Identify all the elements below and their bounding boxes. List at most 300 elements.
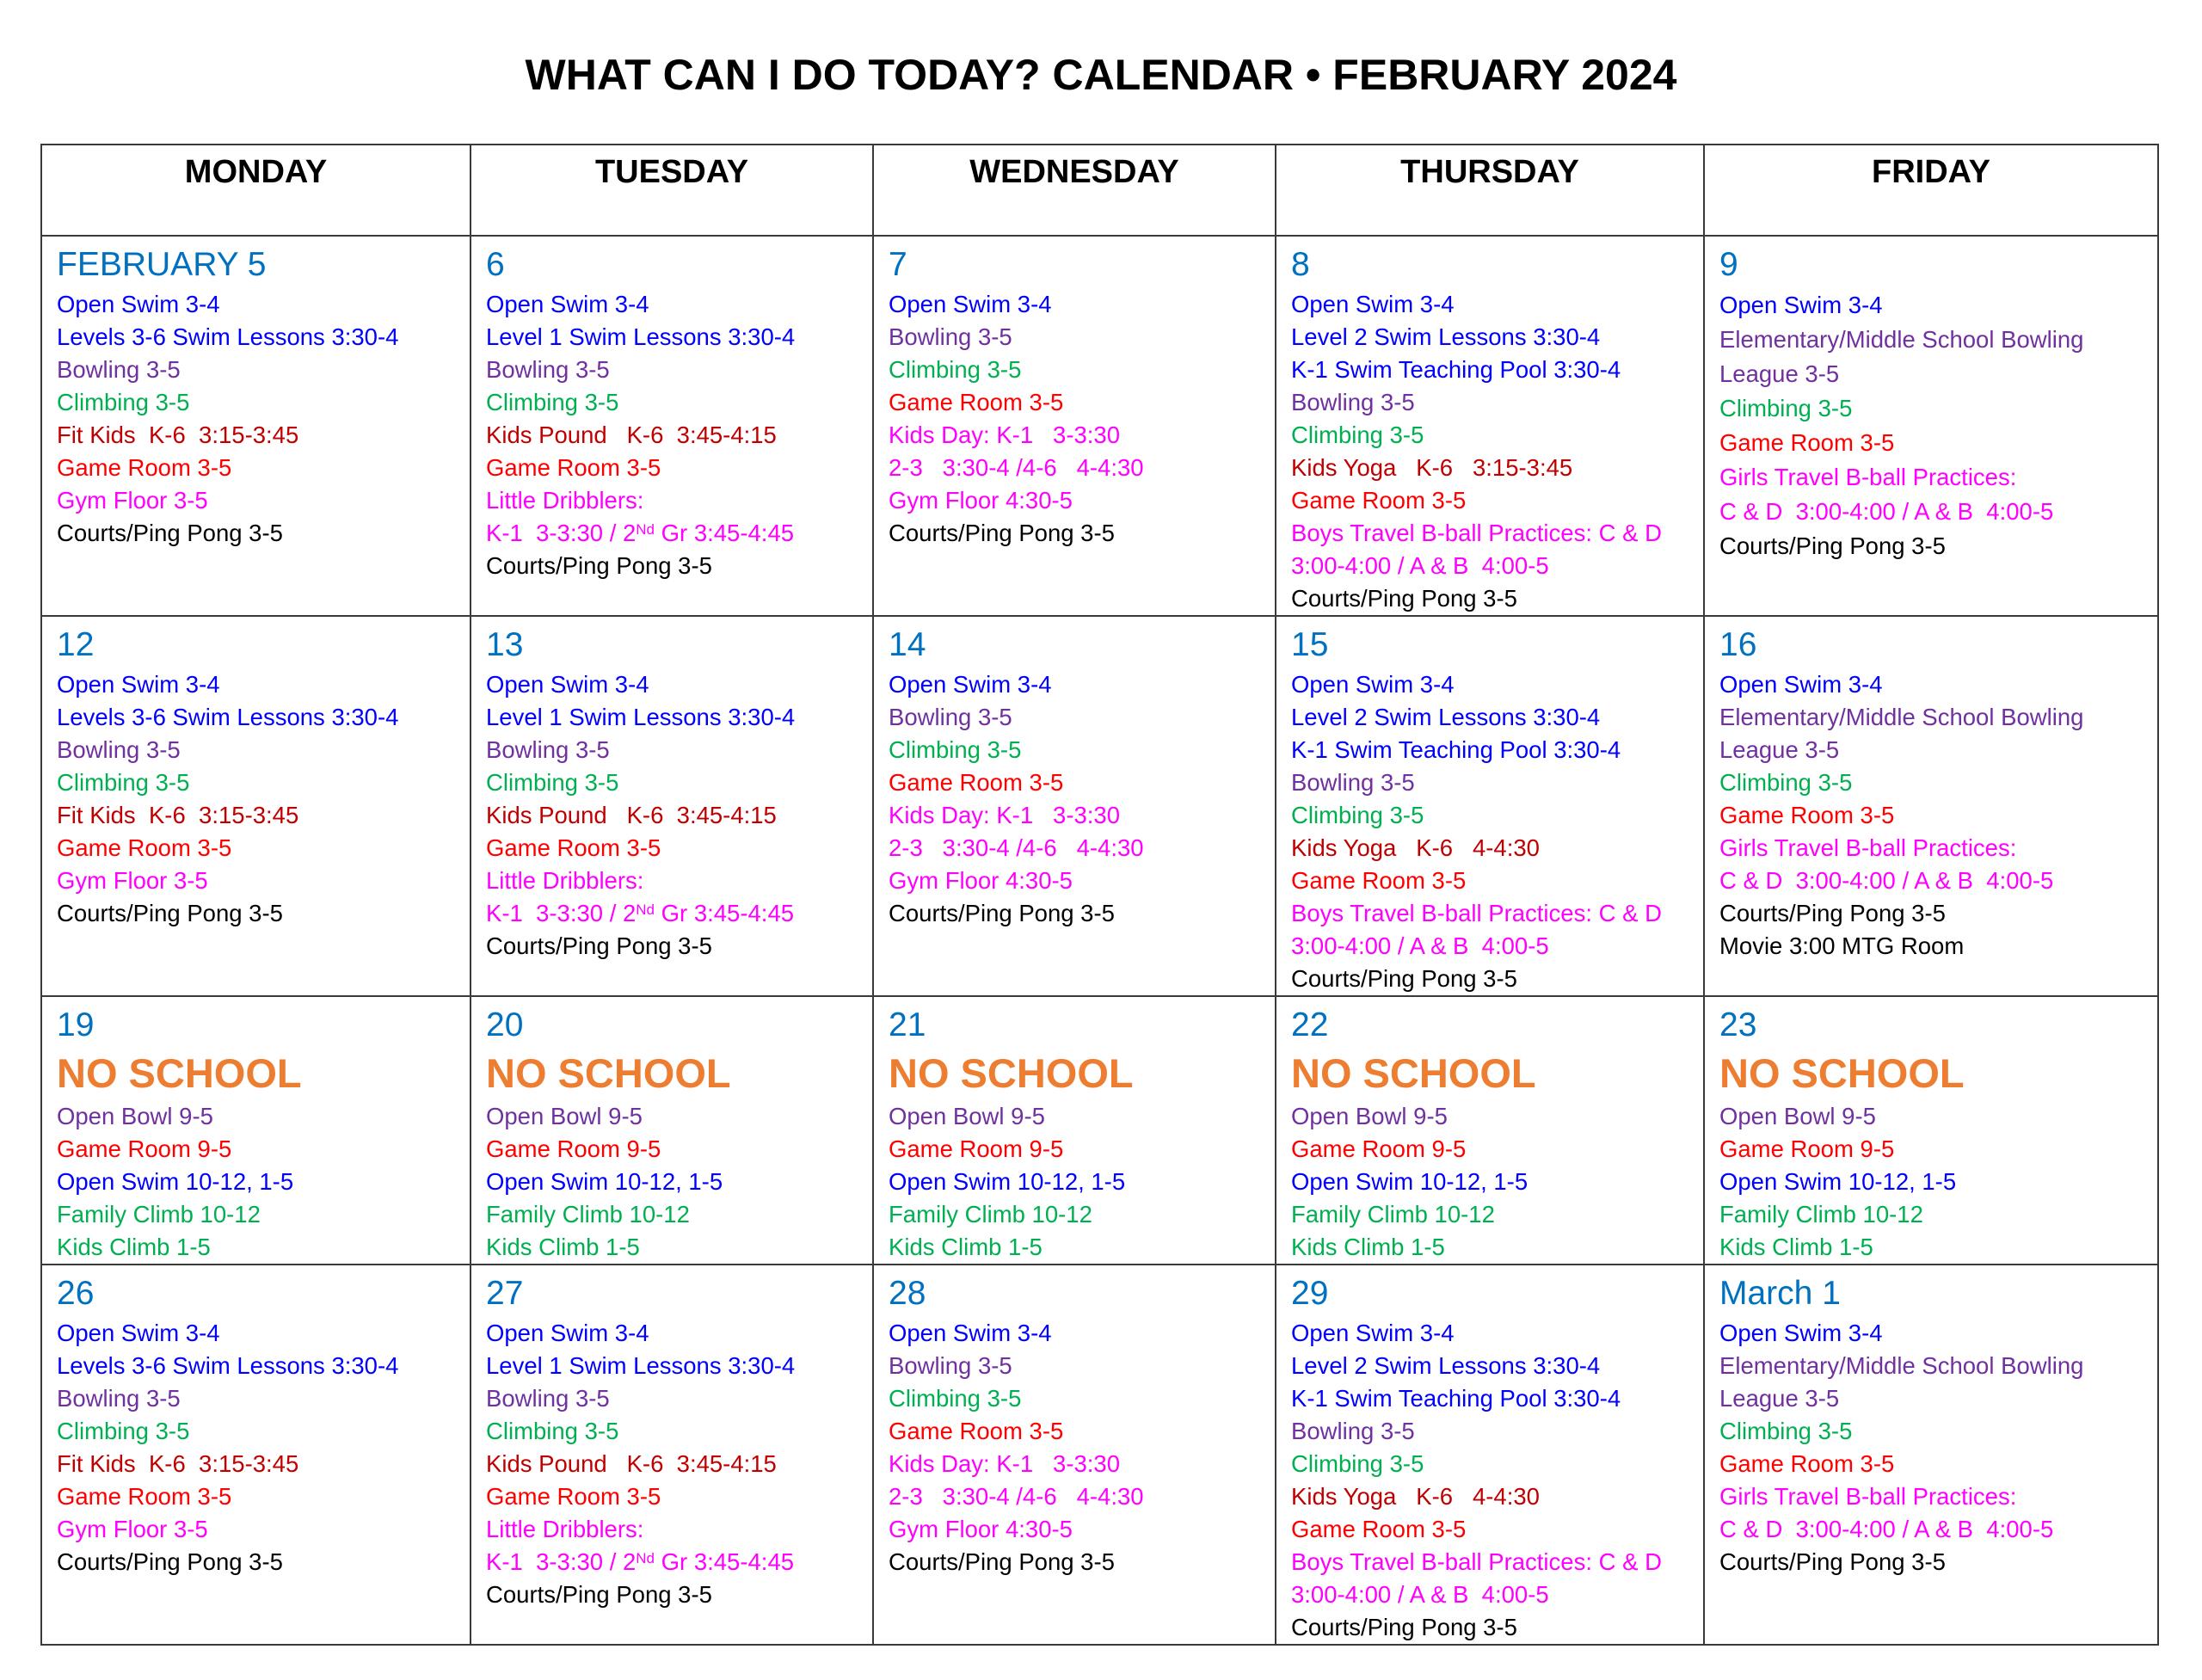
event-line	[1291, 1198, 1703, 1231]
event-text: Girls Travel B-ball Practices:	[1719, 464, 2017, 490]
event-line	[1291, 668, 1703, 701]
event-line	[486, 1480, 872, 1513]
event-text: Family Climb 10-12	[889, 1201, 1092, 1228]
event-line	[1719, 668, 2157, 701]
event-line	[1719, 426, 2157, 460]
event-text: League 3-5	[1719, 1385, 1840, 1412]
day-date: 8	[1291, 246, 1310, 283]
event-text: Game Room 3-5	[1291, 1516, 1467, 1542]
event-line	[1291, 734, 1703, 766]
event-text: Open Swim 10-12, 1-5	[486, 1168, 723, 1195]
event-line	[1291, 930, 1703, 963]
event-text: Bowling 3-5	[57, 356, 181, 383]
event-text: Open Swim 10-12, 1-5	[57, 1168, 294, 1195]
event-line	[57, 1480, 470, 1513]
event-line	[1291, 1100, 1703, 1133]
day-date: 20	[486, 1006, 524, 1043]
event-line	[1719, 1133, 2157, 1166]
event-text: K-1 3-3:30 / 2	[486, 900, 637, 926]
event-line	[889, 1513, 1275, 1546]
event-line	[486, 1350, 872, 1382]
event-text: Game Room 3-5	[57, 1483, 232, 1510]
event-text: 3:00-4:00 / A & B 4:00-5	[1291, 552, 1549, 579]
event-line	[1719, 1448, 2157, 1480]
day-date: March 1	[1719, 1275, 1841, 1312]
event-line	[57, 1166, 470, 1198]
event-line	[1291, 1448, 1703, 1480]
event-line	[1719, 391, 2157, 426]
event-line	[486, 1317, 872, 1350]
event-line	[1719, 1317, 2157, 1350]
event-line	[889, 1231, 1275, 1264]
event-text: Courts/Ping Pong 3-5	[486, 1581, 712, 1608]
event-line	[1291, 484, 1703, 517]
event-text: 3:00-4:00 / A & B 4:00-5	[1291, 932, 1549, 959]
event-text: Open Swim 3-4	[1291, 1320, 1455, 1346]
event-text: Open Swim 3-4	[889, 1320, 1052, 1346]
day-cell-thursday	[1276, 1265, 1704, 1645]
day-date: 16	[1719, 626, 1757, 663]
event-line	[1291, 1546, 1703, 1578]
event-line	[486, 321, 872, 354]
event-line	[1719, 460, 2157, 495]
day-cell-tuesday	[471, 996, 873, 1265]
event-line	[486, 832, 872, 865]
event-line	[1291, 1513, 1703, 1546]
day-date: FEBRUARY 5	[57, 246, 267, 283]
event-line	[889, 1480, 1275, 1513]
weekday-header-monday: MONDAY	[41, 145, 471, 236]
event-text: Open Swim 3-4	[486, 1320, 649, 1346]
event-text: Open Swim 10-12, 1-5	[889, 1168, 1126, 1195]
event-text: Kids Climb 1-5	[1291, 1234, 1445, 1260]
event-text: Game Room 3-5	[1291, 867, 1467, 894]
event-text: Game Room 3-5	[486, 1483, 661, 1510]
no-school-banner: NO SCHOOL	[57, 1050, 302, 1096]
event-line	[57, 1231, 470, 1264]
event-text: Kids Day: K-1 3-3:30	[889, 802, 1121, 828]
event-text: Open Bowl 9-5	[1719, 1103, 1876, 1129]
event-line	[486, 766, 872, 799]
day-cell-tuesday	[471, 1265, 873, 1645]
event-text: Levels 3-6 Swim Lessons 3:30-4	[57, 323, 399, 350]
day-cell-monday	[41, 996, 471, 1265]
event-text: Open Swim 10-12, 1-5	[1291, 1168, 1528, 1195]
weekday-header-tuesday: TUESDAY	[471, 145, 873, 236]
event-line	[57, 1382, 470, 1415]
event-line	[1291, 419, 1703, 452]
event-text: Game Room 3-5	[1719, 1450, 1895, 1477]
day-date: 15	[1291, 626, 1329, 663]
event-text: Open Swim 3-4	[1291, 671, 1455, 698]
event-text: Climbing 3-5	[1719, 1418, 1853, 1444]
event-line	[889, 1448, 1275, 1480]
event-text: Open Bowl 9-5	[486, 1103, 643, 1129]
event-line	[486, 734, 872, 766]
event-text: League 3-5	[1719, 736, 1840, 763]
event-line	[486, 865, 872, 897]
event-text: K-1 Swim Teaching Pool 3:30-4	[1291, 356, 1621, 383]
event-line	[889, 517, 1275, 550]
event-line	[57, 1198, 470, 1231]
event-text: Game Room 9-5	[1291, 1135, 1467, 1162]
event-text: Open Swim 3-4	[57, 1320, 220, 1346]
event-line	[1719, 1546, 2157, 1578]
no-school-banner: NO SCHOOL	[486, 1050, 731, 1096]
event-text: Gym Floor 4:30-5	[889, 867, 1073, 894]
event-text: Courts/Ping Pong 3-5	[889, 1548, 1115, 1575]
event-text: Kids Day: K-1 3-3:30	[889, 422, 1121, 448]
day-cell-monday	[41, 1265, 471, 1645]
event-line	[57, 832, 470, 865]
event-line	[57, 452, 470, 484]
event-line	[1291, 963, 1703, 995]
event-text: Gym Floor 3-5	[57, 487, 208, 514]
event-text: Courts/Ping Pong 3-5	[1719, 900, 1946, 926]
event-text: K-1 Swim Teaching Pool 3:30-4	[1291, 736, 1621, 763]
event-text: Open Swim 3-4	[889, 291, 1052, 317]
event-line	[889, 354, 1275, 386]
week-row	[41, 236, 2158, 616]
event-line	[1719, 832, 2157, 865]
event-line	[889, 1382, 1275, 1415]
week-row	[41, 996, 2158, 1265]
event-line	[1291, 701, 1703, 734]
week-row	[41, 1265, 2158, 1645]
day-date: 28	[889, 1275, 926, 1312]
event-text: Game Room 9-5	[889, 1135, 1064, 1162]
event-line	[889, 701, 1275, 734]
event-text: Level 1 Swim Lessons 3:30-4	[486, 704, 796, 730]
event-line	[57, 321, 470, 354]
event-text: Kids Climb 1-5	[486, 1234, 640, 1260]
event-line	[1719, 1480, 2157, 1513]
event-line	[1719, 897, 2157, 930]
event-text: Climbing 3-5	[1719, 395, 1853, 422]
event-line	[1291, 452, 1703, 484]
event-line	[486, 1546, 872, 1578]
event-line	[1291, 1480, 1703, 1513]
event-line	[1291, 799, 1703, 832]
event-text: Little Dribblers:	[486, 487, 644, 514]
event-line	[1291, 1350, 1703, 1382]
event-line	[1719, 529, 2157, 563]
event-line	[1719, 1350, 2157, 1382]
event-text: Open Swim 3-4	[57, 671, 220, 698]
event-text: Level 2 Swim Lessons 3:30-4	[1291, 323, 1601, 350]
event-line	[889, 734, 1275, 766]
event-line	[1719, 865, 2157, 897]
event-line	[57, 354, 470, 386]
day-cell-wednesday	[873, 996, 1276, 1265]
event-text: Bowling 3-5	[57, 736, 181, 763]
event-text: Bowling 3-5	[889, 704, 1012, 730]
event-line	[889, 1133, 1275, 1166]
event-text: Open Swim 3-4	[1291, 291, 1455, 317]
event-text: Level 1 Swim Lessons 3:30-4	[486, 323, 796, 350]
event-line	[889, 321, 1275, 354]
event-text: Family Climb 10-12	[486, 1201, 690, 1228]
event-text: Bowling 3-5	[1291, 389, 1415, 415]
day-cell-wednesday	[873, 616, 1276, 996]
event-text: Courts/Ping Pong 3-5	[1291, 585, 1517, 612]
event-line	[1719, 357, 2157, 391]
event-text: 2-3 3:30-4 /4-6 4-4:30	[889, 454, 1144, 481]
event-text: Bowling 3-5	[486, 356, 610, 383]
event-text: Climbing 3-5	[1719, 769, 1853, 796]
event-text: Kids Pound K-6 3:45-4:15	[486, 1450, 777, 1477]
event-line	[889, 288, 1275, 321]
day-date: 6	[486, 246, 505, 283]
event-line	[57, 484, 470, 517]
event-text: Movie 3:00 MTG Room	[1719, 932, 1965, 959]
day-cell-tuesday	[471, 616, 873, 996]
event-text: Courts/Ping Pong 3-5	[889, 520, 1115, 546]
event-text: Gym Floor 4:30-5	[889, 1516, 1073, 1542]
event-line	[1291, 1166, 1703, 1198]
event-line	[57, 1415, 470, 1448]
event-line	[57, 668, 470, 701]
event-line	[1719, 930, 2157, 963]
event-text: K-1 3-3:30 / 2	[486, 520, 637, 546]
event-text: Bowling 3-5	[57, 1385, 181, 1412]
event-line	[889, 386, 1275, 419]
event-line	[889, 1546, 1275, 1578]
event-text: 2-3 3:30-4 /4-6 4-4:30	[889, 1483, 1144, 1510]
event-line	[486, 1578, 872, 1611]
event-line	[889, 1317, 1275, 1350]
event-text: 3:00-4:00 / A & B 4:00-5	[1291, 1581, 1549, 1608]
event-text: Courts/Ping Pong 3-5	[57, 520, 283, 546]
event-line	[1291, 1611, 1703, 1644]
event-line	[1719, 1198, 2157, 1231]
event-line	[57, 701, 470, 734]
event-line	[1291, 865, 1703, 897]
event-text: Game Room 3-5	[486, 834, 661, 861]
event-text: Game Room 3-5	[57, 834, 232, 861]
day-cell-monday	[41, 236, 471, 616]
event-text: Climbing 3-5	[889, 356, 1022, 383]
event-line	[486, 1513, 872, 1546]
event-text: Climbing 3-5	[486, 769, 619, 796]
event-text: Fit Kids K-6 3:15-3:45	[57, 422, 299, 448]
event-line	[486, 668, 872, 701]
event-text: Open Bowl 9-5	[1291, 1103, 1448, 1129]
event-line	[1291, 1578, 1703, 1611]
event-line	[1719, 1382, 2157, 1415]
event-text: Courts/Ping Pong 3-5	[889, 900, 1115, 926]
event-text: Open Swim 10-12, 1-5	[1719, 1168, 1957, 1195]
event-line	[486, 897, 872, 930]
day-date: 26	[57, 1275, 95, 1312]
day-date: 27	[486, 1275, 524, 1312]
event-text: Kids Yoga K-6 4-4:30	[1291, 1483, 1540, 1510]
day-cell-tuesday	[471, 236, 873, 616]
event-line	[57, 1317, 470, 1350]
event-text: Open Swim 3-4	[486, 671, 649, 698]
event-line	[486, 1448, 872, 1480]
event-text: Climbing 3-5	[889, 736, 1022, 763]
event-text: Courts/Ping Pong 3-5	[1291, 1614, 1517, 1640]
event-line	[486, 386, 872, 419]
day-date: 22	[1291, 1006, 1329, 1043]
event-line	[57, 766, 470, 799]
event-line	[1719, 1415, 2157, 1448]
day-date: 21	[889, 1006, 926, 1043]
week-row	[41, 616, 2158, 996]
day-cell-wednesday	[873, 1265, 1276, 1645]
event-text: K-1 3-3:30 / 2	[486, 1548, 637, 1575]
event-text: Game Room 3-5	[1719, 802, 1895, 828]
event-line	[57, 386, 470, 419]
event-line	[1291, 1317, 1703, 1350]
event-text: Courts/Ping Pong 3-5	[57, 900, 283, 926]
event-text: Little Dribblers:	[486, 867, 644, 894]
page-title: WHAT CAN I DO TODAY? CALENDAR • FEBRUARY 2024	[525, 51, 1677, 99]
event-text: Kids Climb 1-5	[889, 1234, 1043, 1260]
day-cell-thursday	[1276, 236, 1704, 616]
event-text: Boys Travel B-ball Practices: C & D	[1291, 520, 1662, 546]
event-text: Courts/Ping Pong 3-5	[57, 1548, 283, 1575]
event-line	[889, 419, 1275, 452]
event-line	[1719, 288, 2157, 323]
day-date: 13	[486, 626, 524, 663]
event-text: Open Swim 3-4	[57, 291, 220, 317]
event-line	[1719, 1231, 2157, 1264]
event-text: Elementary/Middle School Bowling	[1719, 326, 2084, 353]
event-line	[486, 1382, 872, 1415]
event-text: Climbing 3-5	[1291, 422, 1424, 448]
day-date: 14	[889, 626, 926, 663]
event-text: Girls Travel B-ball Practices:	[1719, 834, 2017, 861]
event-text: Levels 3-6 Swim Lessons 3:30-4	[57, 704, 399, 730]
event-line	[1291, 766, 1703, 799]
event-text: Game Room 9-5	[486, 1135, 661, 1162]
event-text: Courts/Ping Pong 3-5	[1719, 1548, 1946, 1575]
event-text: Gym Floor 4:30-5	[889, 487, 1073, 514]
day-cell-wednesday	[873, 236, 1276, 616]
event-text: Courts/Ping Pong 3-5	[486, 932, 712, 959]
event-text: Courts/Ping Pong 3-5	[1719, 532, 1946, 559]
event-text: Game Room 9-5	[57, 1135, 232, 1162]
day-date: 12	[57, 626, 95, 663]
weekday-header-friday: FRIDAY	[1704, 145, 2158, 236]
event-text: Family Climb 10-12	[1719, 1201, 1923, 1228]
event-text: Family Climb 10-12	[1291, 1201, 1495, 1228]
event-text: Kids Pound K-6 3:45-4:15	[486, 802, 777, 828]
day-date: 23	[1719, 1006, 1757, 1043]
event-line	[1291, 832, 1703, 865]
event-line	[486, 452, 872, 484]
event-text: Game Room 3-5	[57, 454, 232, 481]
event-text: Bowling 3-5	[486, 736, 610, 763]
event-text: Climbing 3-5	[889, 1385, 1022, 1412]
event-line	[486, 354, 872, 386]
day-date: 9	[1719, 246, 1738, 283]
event-text: Game Room 3-5	[889, 769, 1064, 796]
event-line	[889, 1100, 1275, 1133]
event-line	[486, 419, 872, 452]
weekday-header-thursday: THURSDAY	[1276, 145, 1704, 236]
no-school-banner: NO SCHOOL	[889, 1050, 1134, 1096]
event-text: Courts/Ping Pong 3-5	[1291, 965, 1517, 992]
event-line	[889, 484, 1275, 517]
event-text: Game Room 3-5	[889, 389, 1064, 415]
event-line	[1291, 1133, 1703, 1166]
event-line	[486, 1100, 872, 1133]
event-line	[1291, 517, 1703, 550]
event-text: Courts/Ping Pong 3-5	[486, 552, 712, 579]
event-line	[1719, 1100, 2157, 1133]
event-text: Climbing 3-5	[57, 769, 190, 796]
event-line	[57, 1546, 470, 1578]
event-text-continued: Gr 3:45-4:45	[655, 520, 795, 546]
event-line	[57, 1513, 470, 1546]
event-line	[889, 865, 1275, 897]
event-text: League 3-5	[1719, 360, 1840, 387]
event-text: 2-3 3:30-4 /4-6 4-4:30	[889, 834, 1144, 861]
event-text: Kids Pound K-6 3:45-4:15	[486, 422, 777, 448]
event-line	[1291, 550, 1703, 582]
event-text: Game Room 3-5	[1719, 429, 1895, 456]
event-line	[1719, 701, 2157, 734]
no-school-banner: NO SCHOOL	[1719, 1050, 1965, 1096]
event-line	[486, 1166, 872, 1198]
event-text: Boys Travel B-ball Practices: C & D	[1291, 1548, 1662, 1575]
event-text: Climbing 3-5	[486, 1418, 619, 1444]
event-text: Open Swim 3-4	[1719, 671, 1883, 698]
event-line	[1291, 1231, 1703, 1264]
event-line	[486, 1133, 872, 1166]
event-text: Kids Climb 1-5	[57, 1234, 211, 1260]
event-line	[889, 766, 1275, 799]
event-text: Kids Yoga K-6 4-4:30	[1291, 834, 1540, 861]
event-text: Open Bowl 9-5	[57, 1103, 213, 1129]
event-text: Climbing 3-5	[1291, 1450, 1424, 1477]
event-text: Open Swim 3-4	[889, 671, 1052, 698]
event-text: Climbing 3-5	[486, 389, 619, 415]
event-text: Kids Climb 1-5	[1719, 1234, 1873, 1260]
event-line	[57, 1448, 470, 1480]
event-text: Open Swim 3-4	[1719, 292, 1883, 318]
event-line	[889, 1166, 1275, 1198]
event-text: Girls Travel B-ball Practices:	[1719, 1483, 2017, 1510]
event-text: Climbing 3-5	[1291, 802, 1424, 828]
event-text: Level 2 Swim Lessons 3:30-4	[1291, 704, 1601, 730]
event-line	[486, 550, 872, 582]
event-line	[1719, 1513, 2157, 1546]
event-text-continued: Gr 3:45-4:45	[655, 900, 795, 926]
event-text: Kids Day: K-1 3-3:30	[889, 1450, 1121, 1477]
event-text: Gym Floor 3-5	[57, 1516, 208, 1542]
event-line	[1719, 495, 2157, 529]
event-text: Bowling 3-5	[889, 1352, 1012, 1379]
event-line	[1291, 1415, 1703, 1448]
event-line	[486, 1231, 872, 1264]
event-line	[57, 1350, 470, 1382]
event-text: Climbing 3-5	[57, 1418, 190, 1444]
event-text: Game Room 3-5	[889, 1418, 1064, 1444]
event-text: Elementary/Middle School Bowling	[1719, 1352, 2084, 1379]
event-line	[1719, 766, 2157, 799]
event-text: K-1 Swim Teaching Pool 3:30-4	[1291, 1385, 1621, 1412]
event-line	[1719, 799, 2157, 832]
event-text: Elementary/Middle School Bowling	[1719, 704, 2084, 730]
event-line	[889, 1350, 1275, 1382]
event-text: Fit Kids K-6 3:15-3:45	[57, 802, 299, 828]
event-line	[1291, 1382, 1703, 1415]
calendar-grid	[40, 144, 2159, 1646]
